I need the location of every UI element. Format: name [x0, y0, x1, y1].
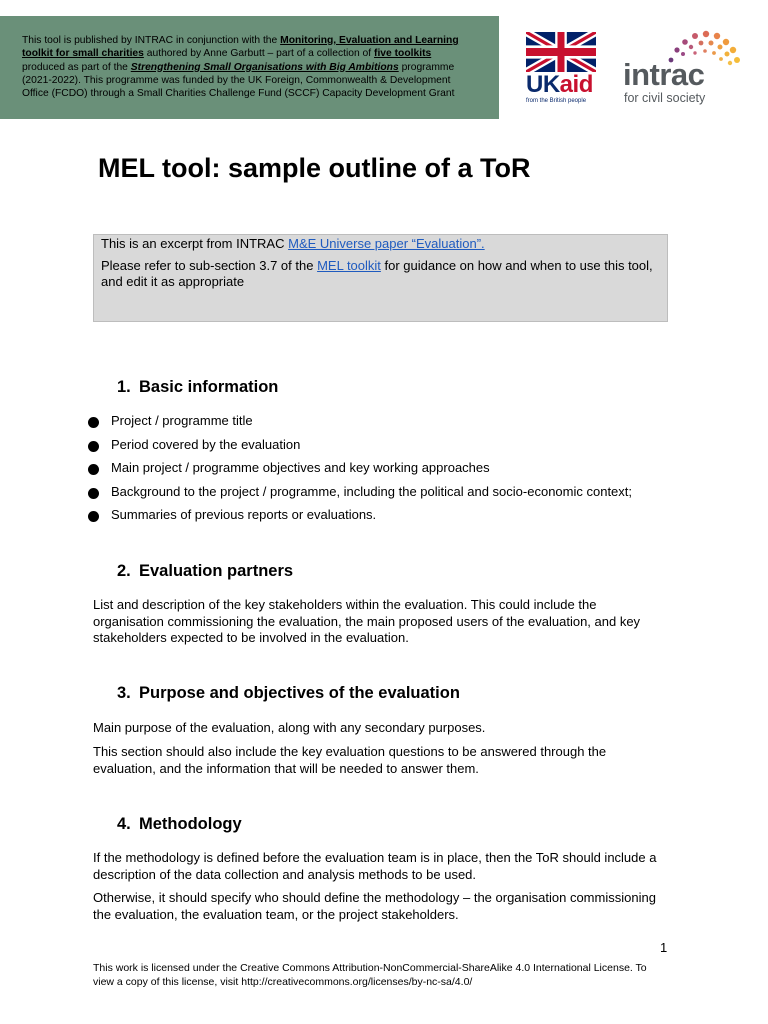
me-universe-link[interactable]: M&E Universe paper “Evaluation”. [288, 236, 485, 251]
banner-text-4: programme (2021-2022). This programme was funded by the UK Foreign, Commonwealth & Development Office (FCDO) through a Small Charities Challenge Fund (SCCF) Capacity Development Grant [22, 61, 455, 100]
purpose-paragraph-1: Main purpose of the evaluation, along with any secondary purposes. [93, 720, 486, 735]
section-title: Purpose and objectives of the evaluation [139, 684, 460, 702]
list-item [88, 507, 632, 531]
section-number: 2. [117, 562, 131, 580]
banner-text-1: This tool is published by INTRAC in conjunction with the [22, 35, 281, 46]
bullet-icon [88, 441, 99, 452]
list-item [88, 437, 632, 461]
page-title: MEL tool: sample outline of a ToR [98, 153, 531, 183]
section-number: 1. [117, 378, 131, 396]
excerpt-text-2a: Please refer to sub-section 3.7 of the [101, 258, 318, 273]
excerpt-line-1 [101, 236, 660, 252]
union-jack-icon [526, 32, 596, 72]
mel-toolkit-inline-link[interactable]: MEL toolkit [317, 258, 381, 273]
ukaid-aid: aid [559, 71, 593, 98]
basic-information-list [88, 413, 632, 531]
section-heading-basic-information [117, 378, 278, 397]
list-item-text: Main project / programme objectives and key working approaches [111, 460, 490, 476]
section-title: Methodology [139, 815, 242, 833]
list-item [88, 413, 632, 437]
list-item-text: Background to the project / programme, including the political and socio-economic context; [111, 483, 633, 499]
ukaid-wordmark [526, 72, 593, 98]
ukaid-logo [526, 32, 598, 108]
excerpt-line-2 [101, 258, 660, 290]
list-item-text: Period covered by the evaluation [111, 436, 301, 452]
bullet-icon [88, 488, 99, 499]
bullet-icon [88, 511, 99, 522]
list-item-text: Summaries of previous reports or evaluations. [111, 507, 377, 523]
intrac-tagline: for civil society [624, 91, 706, 105]
excerpt-text-1: This is an excerpt from INTRAC [101, 236, 289, 251]
publisher-banner [0, 16, 499, 119]
intrac-wordmark: intrac [623, 57, 705, 92]
section-number: 3. [117, 684, 131, 702]
banner-text [22, 34, 472, 100]
ukaid-tagline: from the British people [526, 98, 587, 104]
methodology-paragraph-1: If the methodology is defined before the evaluation team is in place, then the ToR should include a description of the data collection and analysis methods to be used. [93, 850, 657, 882]
section-heading-methodology [117, 815, 242, 834]
five-toolkits-link[interactable]: five toolkits [374, 48, 432, 60]
list-item [88, 484, 632, 508]
ukaid-uk: UK [526, 71, 560, 98]
excerpt-text-2b: for guidance on how and when to use this tool, and edit it as appropriate [101, 258, 653, 289]
section-title: Evaluation partners [139, 562, 294, 580]
programme-link[interactable]: Strengthening Small Organisations with Big Ambitions [130, 61, 399, 73]
section-heading-evaluation-partners [117, 562, 293, 581]
section-number: 4. [117, 815, 131, 833]
bullet-icon [88, 464, 99, 475]
methodology-paragraph-2: Otherwise, it should specify who should define the methodology – the organisation commissioning the evaluation, the evaluation team, or the project stakeholders. [93, 890, 656, 922]
section-heading-purpose-objectives [117, 684, 460, 703]
mel-toolkit-link[interactable]: Monitoring, Evaluation and Learning toolkit for small charities [22, 35, 459, 60]
list-item-text: Project / programme title [111, 413, 253, 428]
bullet-icon [88, 417, 99, 428]
section-title: Basic information [139, 378, 279, 396]
evaluation-partners-paragraph: List and description of the key stakeholders within the evaluation. This could include the organisation commissioning the evaluation, the main proposed users of the evaluation, and key stakeholders expected to be involved in the evaluation. [93, 597, 641, 645]
list-item [88, 460, 632, 484]
page-number: 1 [660, 940, 668, 955]
purpose-paragraph-2: This section should also include the key evaluation questions to be answered through the evaluation, and the information that will be needed to answer them. [93, 744, 607, 776]
intrac-logo [623, 30, 743, 110]
excerpt-box [93, 234, 668, 322]
banner-text-2: authored by Anne Garbutt – part of a collection of [143, 48, 375, 60]
license-notice: This work is licensed under the Creative Commons Attribution-NonCommercial-ShareAlike 4.0 International License. To view a copy of this license, visit http://creativecommons.org/licenses/by-nc-sa/4.0/ [93, 962, 647, 988]
banner-text-3: produced as part of the [22, 61, 131, 73]
